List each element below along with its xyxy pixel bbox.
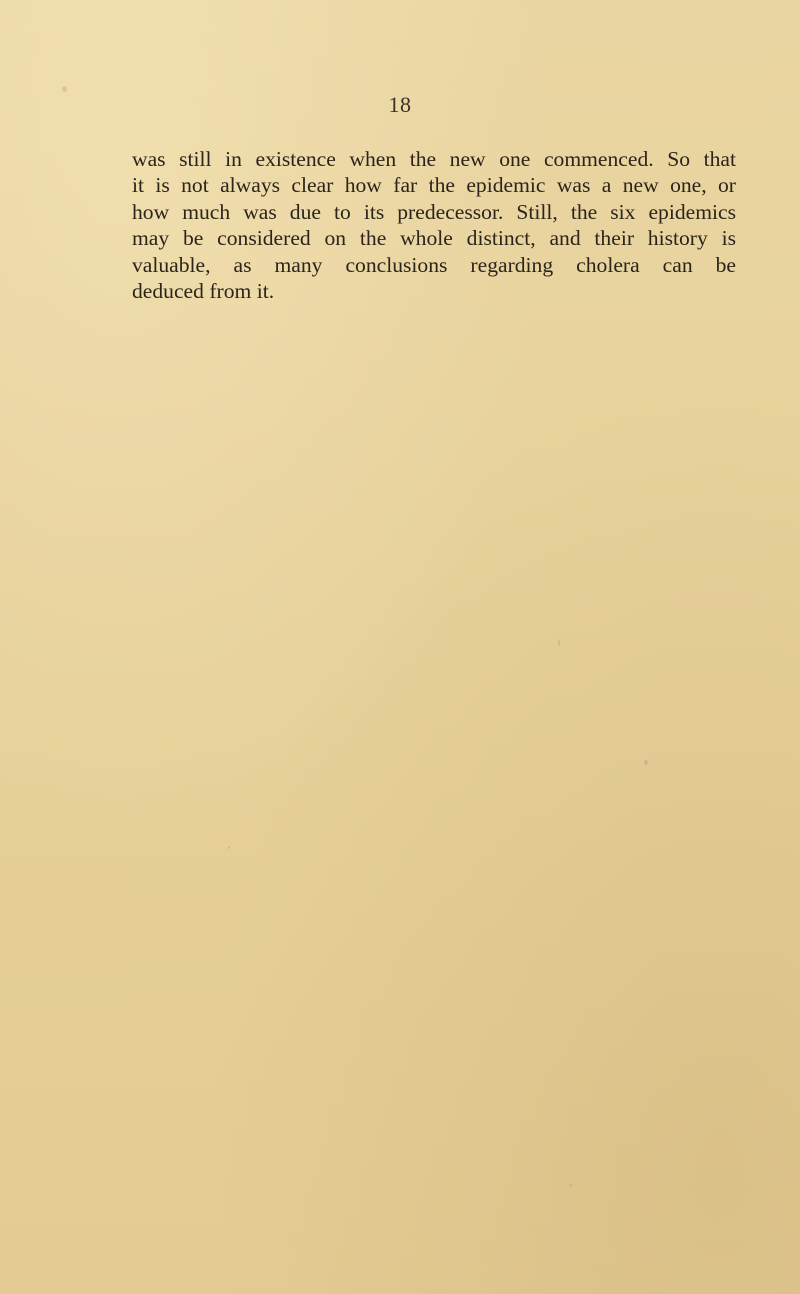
paragraph-line: how much was due to its predecessor. Still, the six epidemics — [132, 199, 736, 224]
paper-speck — [644, 760, 648, 765]
paper-speck — [228, 846, 230, 849]
paragraph-line: deduced from it. — [132, 279, 275, 304]
paper-speck — [558, 640, 560, 646]
paragraph-line: valuable, as many conclusions regarding cholera can be — [132, 252, 736, 277]
paragraph-line: it is not always clear how far the epidemic was a new one, or — [132, 173, 736, 198]
page-number: 18 — [388, 92, 412, 117]
paper-speck — [62, 86, 67, 92]
body-paragraph — [132, 146, 736, 304]
paper-speck — [570, 1184, 572, 1187]
paragraph-line: was still in existence when the new one commenced. So that — [132, 147, 736, 171]
paragraph-line: may be considered on the whole distinct, and their history is — [132, 226, 736, 251]
